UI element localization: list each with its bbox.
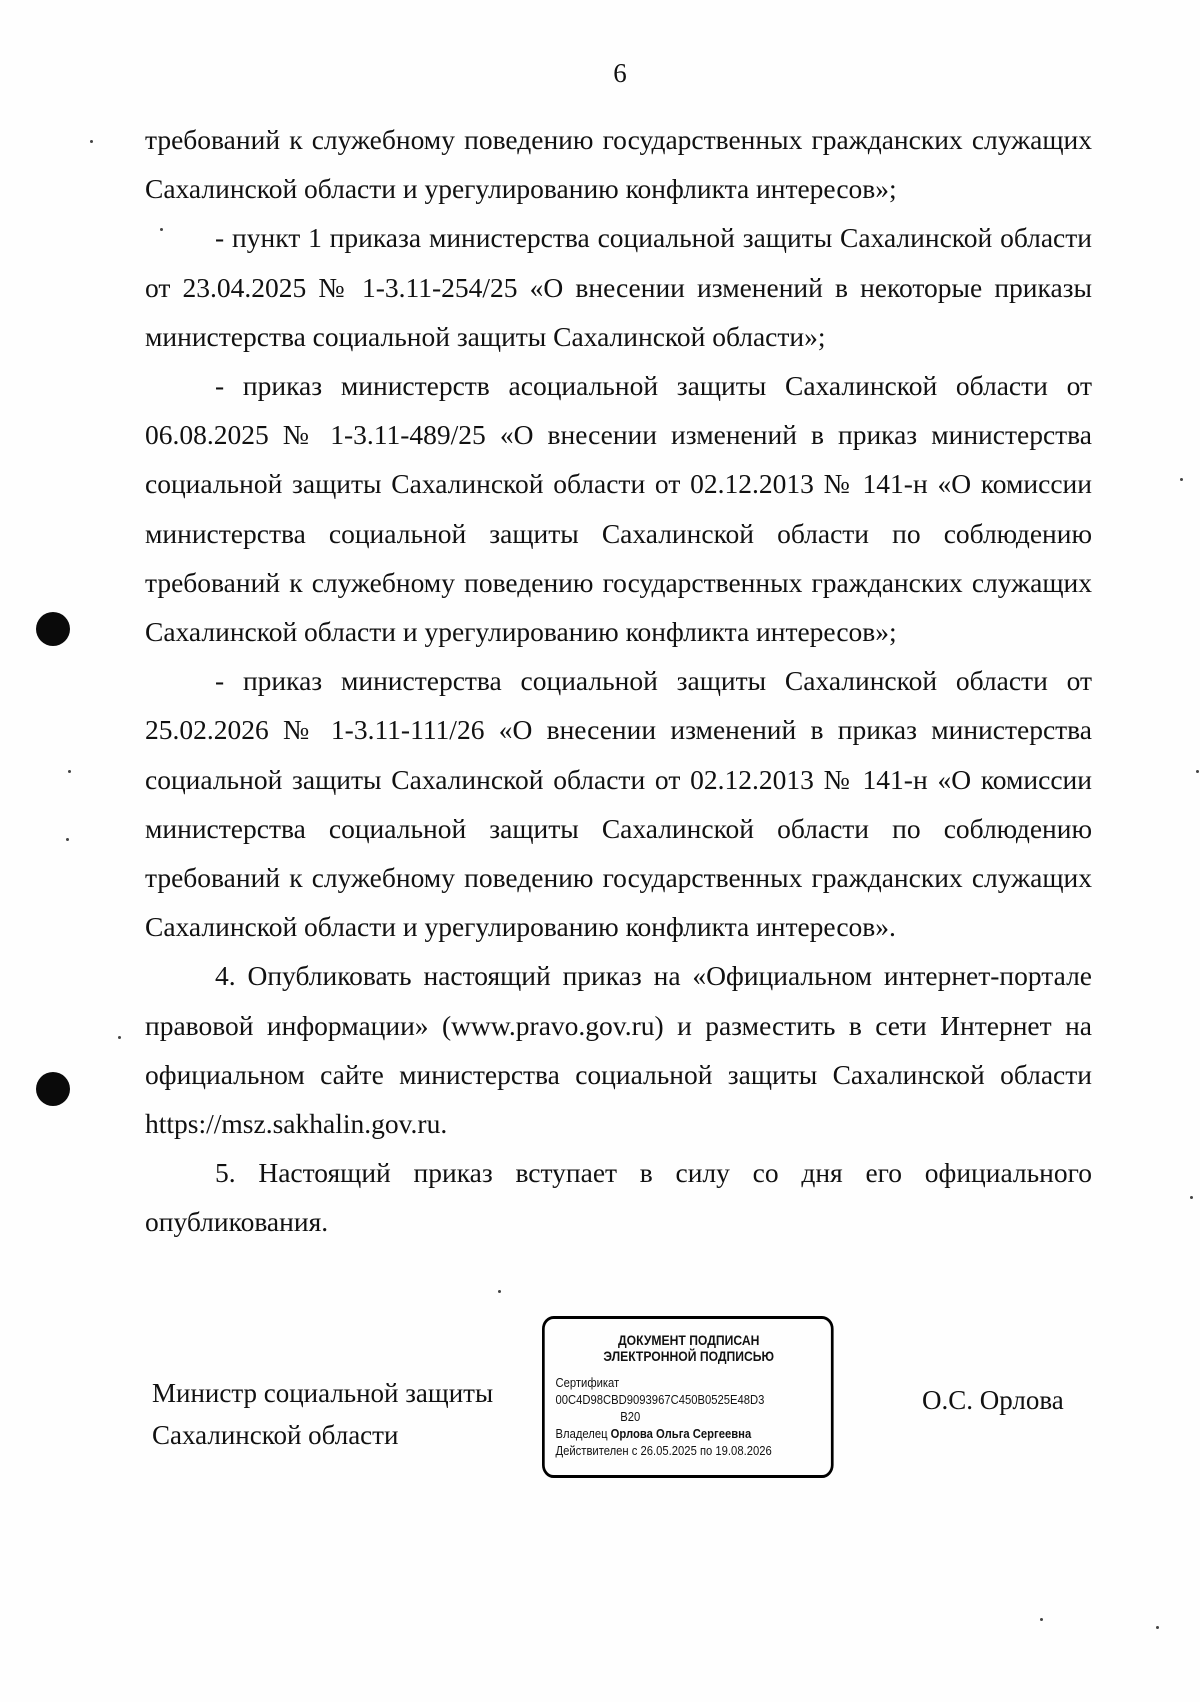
scan-speck — [160, 228, 163, 231]
stamp-owner-name: Орлова Ольга Сергеевна — [610, 1427, 752, 1441]
page-number: 6 — [613, 58, 627, 88]
paragraph-list-item: - приказ министерств асоциальной защиты Сахалинской области от 06.08.2025 № 1-3.11-489/25 «О внесении изменений в приказ министерства социальной защиты Сахалинской области от 02.12.2013 № 141-н «О комиссии министерства социальной защиты Сахалинской области по соблюдению требований к служебному поведению государственных гражданских служащих Сахалинской области и урегулированию конфликта интересов»; — [145, 370, 1092, 648]
paragraph-list-item: - пункт 1 приказа министерства социальной защиты Сахалинской области от 23.04.2025 № 1-3.11-254/25 «О внесении изменений в некоторые приказы министерства социальной защиты Сахалинской области»; — [145, 222, 1092, 352]
scan-speck — [1040, 1618, 1043, 1621]
scan-speck — [1190, 1196, 1193, 1199]
scan-speck — [1180, 478, 1183, 481]
stamp-validity: Действителен с 26.05.2025 по 19.08.2026 — [555, 1444, 772, 1458]
minister-title-line: Сахалинской области — [152, 1420, 399, 1450]
minister-title-line: Министр социальной защиты — [152, 1378, 494, 1408]
scan-speck — [68, 770, 71, 773]
paragraph-continuation: требований к служебному поведению государственных гражданских служащих Сахалинской области и урегулированию конфликта интересов»; — [145, 124, 1092, 205]
paragraph-item-5: 5. Настоящий приказ вступает в силу со дня его официального опубликования. — [145, 1157, 1092, 1238]
minister-title — [152, 1372, 512, 1456]
scan-speck — [1196, 770, 1199, 773]
stamp-heading: ЭЛЕКТРОННОЙ ПОДПИСЬЮ — [603, 1349, 775, 1364]
stamp-owner — [556, 1426, 822, 1443]
stamp-certificate-tail: B20 — [620, 1410, 641, 1424]
scan-speck — [66, 838, 69, 841]
scan-speck — [90, 140, 93, 143]
stamp-owner-label: Владелец — [555, 1427, 608, 1441]
paragraph-list-item: - приказ министерства социальной защиты Сахалинской области от 25.02.2026 № 1-3.11-111/26 «О внесении изменений в приказ министерства социальной защиты Сахалинской области от 02.12.2013 № 141-н «О комиссии министерства социальной защиты Сахалинской области по соблюдению требований к служебному поведению государственных гражданских служащих Сахалинской области и урегулированию конфликта интересов». — [145, 665, 1092, 943]
stamp-heading: ДОКУМЕНТ ПОДПИСАН — [618, 1333, 760, 1348]
signer-name: О.С. Орлова — [922, 1385, 1064, 1415]
scan-speck — [1156, 1626, 1159, 1629]
punch-hole — [36, 612, 70, 646]
signature-block — [150, 1316, 1070, 1496]
stamp-certificate — [556, 1375, 822, 1409]
punch-hole — [36, 1072, 70, 1106]
scan-speck — [498, 1290, 501, 1293]
electronic-signature-stamp — [542, 1316, 834, 1478]
document-body — [145, 115, 1092, 1247]
paragraph-item-4: 4. Опубликовать настоящий приказ на «Официальном интернет-портале правовой информации» (www.pravo.gov.ru) и разместить в сети Интернет на официальном сайте министерства социальной защиты Сахалинской области https://msz.sakhalin.gov.ru. — [145, 960, 1092, 1140]
scan-speck — [118, 1036, 121, 1039]
stamp-certificate-value: 00C4D98CBD9093967C450B0525E48D3 — [555, 1393, 765, 1407]
stamp-certificate-label: Сертификат — [555, 1376, 620, 1390]
